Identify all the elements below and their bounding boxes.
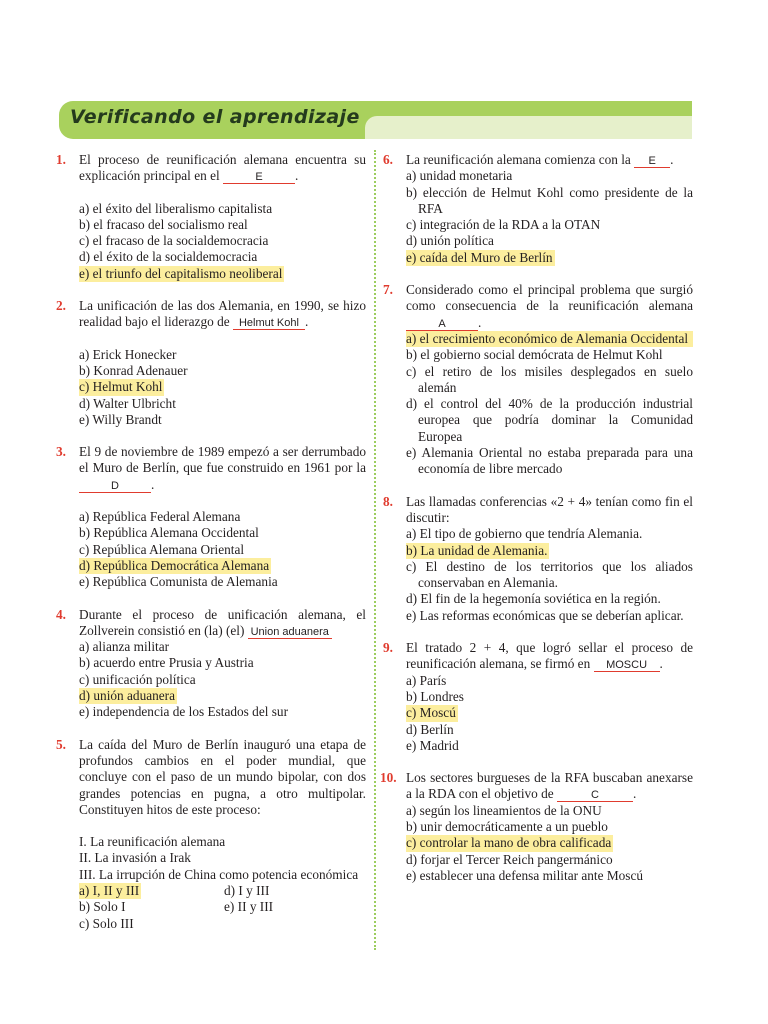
roman-item-ii: II. La invasión a Irak [79, 850, 191, 866]
option-d[interactable]: d) el éxito de la socialdemocracia [79, 249, 258, 265]
question-number: 3. [56, 444, 66, 460]
option-b[interactable]: b) el gobierno social demócrata de Helmut Kohl [406, 347, 663, 363]
option-e-selected[interactable]: e) el triunfo del capitalismo neoliberal [79, 265, 283, 281]
question-number: 9. [383, 640, 393, 656]
option-c-selected[interactable]: c) Helmut Kohl [79, 379, 163, 395]
section-title: Verificando el aprendizaje [70, 106, 360, 128]
option-b[interactable]: b) el fracaso del socialismo real [79, 216, 248, 232]
option-b[interactable]: b) unir democráticamente a un pueblo [406, 818, 608, 834]
option-b[interactable]: b) Solo I [79, 899, 126, 915]
answer-blank[interactable]: C [557, 790, 633, 802]
option-e[interactable]: e) Alemania Oriental no estaba preparada para una economía de libre mercado [406, 445, 693, 477]
option-b[interactable]: b) Londres [406, 688, 464, 704]
option-c[interactable]: c) Solo III [79, 915, 134, 931]
option-e[interactable]: e) II y III [224, 899, 274, 915]
option-c-selected[interactable]: c) controlar la mano de obra calificada [406, 835, 612, 851]
option-e[interactable]: e) independencia de los Estados del sur [79, 704, 288, 720]
option-d[interactable]: d) forjar el Tercer Reich pangermánico [406, 851, 613, 867]
option-a-selected[interactable]: a) el crecimiento económico de Alemania Occidental [406, 331, 693, 347]
option-b[interactable]: b) acuerdo entre Prusia y Austria [79, 655, 254, 671]
roman-item-iii: III. La irrupción de China como potencia económica [79, 866, 359, 882]
question-number: 2. [56, 298, 66, 314]
option-a-selected[interactable]: a) I, II y III [79, 882, 140, 898]
answer-blank[interactable]: E [634, 156, 670, 168]
option-b-selected[interactable]: b) La unidad de Alemania. [406, 542, 548, 558]
question-stem: El proceso de reunificación alemana encuentra su explicación principal en el E . [79, 152, 366, 184]
option-c-selected[interactable]: c) Moscú [406, 705, 456, 721]
question-stem: Considerado como el principal problema que surgió como consecuencia de la reunificación alemana A . [406, 282, 693, 330]
option-d[interactable]: d) Berlín [406, 721, 454, 737]
option-c[interactable]: c) unificación política [79, 671, 196, 687]
question-stem: Las llamadas conferencias «2 + 4» tenían como fin el discutir: [406, 493, 693, 525]
option-d[interactable]: d) el control del 40% de la producción industrial europea que podría dominar la Comunidad Europea [406, 396, 693, 444]
option-e[interactable]: e) República Comunista de Alemania [79, 574, 278, 590]
option-c[interactable]: c) El destino de los territorios que los aliados conservaban en Alemania. [406, 558, 693, 591]
option-e[interactable]: e) establecer una defensa militar ante Moscú [406, 867, 644, 883]
option-a[interactable]: a) Erick Honecker [79, 346, 177, 362]
question-8 [383, 494, 693, 624]
answer-blank[interactable]: MOSCU [594, 660, 660, 672]
question-3 [56, 444, 366, 590]
question-9 [383, 640, 693, 754]
answer-blank[interactable]: E [223, 172, 295, 184]
question-10 [380, 770, 693, 884]
section-banner [59, 101, 692, 139]
question-number: 7. [383, 282, 393, 298]
option-d[interactable]: d) El fin de la hegemonía soviética en la región. [406, 591, 661, 607]
column-divider [374, 150, 376, 950]
left-column [56, 152, 366, 932]
answer-blank[interactable]: A [406, 319, 478, 331]
question-5 [56, 737, 366, 932]
question-stem: La caída del Muro de Berlín inauguró una etapa de profundos cambios en el poder mundial, que concluye con el paso de un mundo bipolar, con dos grandes potencias en pugna, a otro multipolar. Constituyen hitos de este proceso: [79, 736, 366, 817]
option-b[interactable]: b) Konrad Adenauer [79, 362, 188, 378]
option-c[interactable]: c) el fracaso de la socialdemocracia [79, 233, 269, 249]
option-c[interactable]: c) integración de la RDA a la OTAN [406, 217, 601, 233]
option-e[interactable]: e) Madrid [406, 737, 459, 753]
option-c[interactable]: c) el retiro de los misiles desplegados en suelo alemán [406, 363, 693, 395]
question-stem: Los sectores burgueses de la RFA buscaban anexarse a la RDA con el objetivo de C . [406, 770, 693, 802]
question-number: 1. [56, 152, 66, 167]
answer-blank[interactable]: Union aduanera [248, 627, 332, 639]
option-a[interactable]: a) República Federal Alemana [79, 509, 241, 525]
option-e[interactable]: e) Willy Brandt [79, 411, 162, 427]
question-number: 6. [383, 152, 393, 167]
question-number: 5. [56, 736, 66, 752]
question-number: 4. [56, 606, 66, 622]
option-b[interactable]: b) República Alemana Occidental [79, 525, 259, 541]
question-number: 8. [383, 493, 393, 509]
option-a[interactable]: a) París [406, 672, 447, 688]
question-stem: La unificación de las dos Alemania, en 1990, se hizo realidad bajo el liderazgo de Helmut Kohl . [79, 298, 366, 330]
option-d[interactable]: d) I y III [224, 882, 270, 898]
option-d-selected[interactable]: d) República Democrática Alemana [79, 557, 270, 573]
option-d[interactable]: d) Walter Ulbricht [79, 395, 176, 411]
option-e[interactable]: e) Las reformas económicas que se deberían aplicar. [406, 607, 684, 623]
question-4 [56, 607, 366, 721]
options-grid [79, 883, 366, 932]
option-e-selected[interactable]: e) caída del Muro de Berlín [406, 249, 553, 265]
option-a[interactable]: a) según los lineamientos de la ONU [406, 802, 602, 818]
question-2 [56, 298, 366, 428]
roman-item-i: I. La reunificación alemana [79, 834, 226, 850]
question-stem: El 9 de noviembre de 1989 empezó a ser derrumbado el Muro de Berlín, que fue construido en 1961 por la D . [79, 444, 366, 492]
option-b[interactable]: b) elección de Helmut Kohl como presidente de la RFA [406, 184, 693, 216]
answer-blank[interactable]: D [79, 481, 151, 493]
option-a[interactable]: a) unidad monetaria [406, 168, 513, 184]
option-a[interactable]: a) el éxito del liberalismo capitalista [79, 200, 273, 216]
question-number: 10. [380, 770, 397, 786]
question-stem: El tratado 2 + 4, que logró sellar el proceso de reunificación alemana, se firmó en MOSCU . [406, 640, 693, 672]
question-1 [56, 152, 366, 282]
option-a[interactable]: a) El tipo de gobierno que tendría Alemania. [406, 526, 643, 542]
option-c[interactable]: c) República Alemana Oriental [79, 541, 245, 557]
question-stem: Durante el proceso de unificación alemana, el Zollverein consistió en (la) (el) Union aduanera [79, 606, 366, 638]
option-a[interactable]: a) alianza militar [79, 639, 170, 655]
answer-blank[interactable]: Helmut Kohl [233, 318, 305, 330]
option-d-selected[interactable]: d) unión aduanera [79, 688, 175, 704]
question-6 [383, 152, 693, 266]
question-7 [383, 282, 693, 478]
banner-strip [365, 116, 692, 139]
question-stem: La reunificación alemana comienza con la E . [406, 152, 674, 167]
right-column [380, 152, 693, 884]
option-d[interactable]: d) unión política [406, 233, 494, 249]
